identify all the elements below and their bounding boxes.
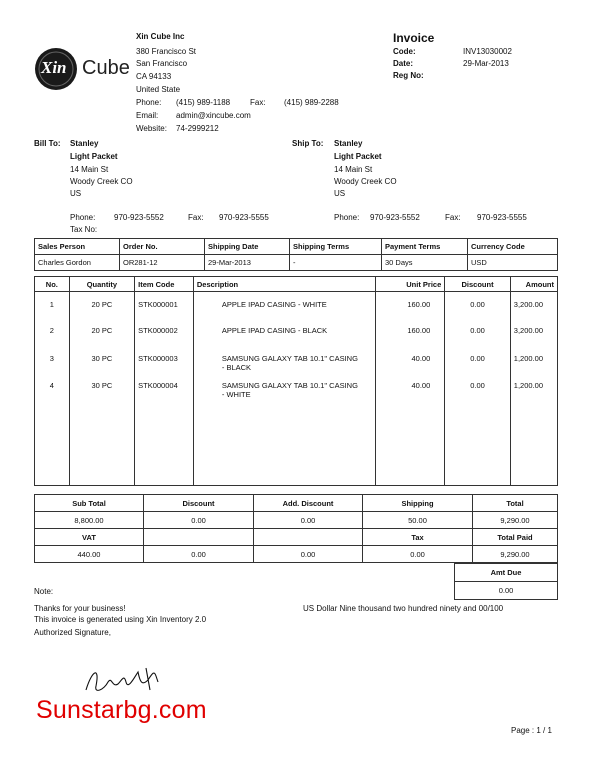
item-description: APPLE IPAD CASING - WHITE xyxy=(193,292,375,320)
ship-to-addr1: 14 Main St xyxy=(334,165,373,174)
item-description: APPLE IPAD CASING - BLACK xyxy=(193,320,375,348)
sub-total-value: 8,800.00 xyxy=(35,512,144,529)
company-email-label: Email: xyxy=(136,111,159,120)
note-label: Note: xyxy=(34,587,54,596)
bill-to-name: Stanley xyxy=(70,139,99,148)
col-description-header: Description xyxy=(193,277,375,292)
bill-to-label: Bill To: xyxy=(34,139,61,148)
totals-table xyxy=(34,494,558,563)
thanks-text: Thanks for your business! xyxy=(34,604,126,613)
ship-to-addr2: Woody Creek CO xyxy=(334,177,397,186)
amount-in-words: US Dollar Nine thousand two hundred ninety and 00/100 xyxy=(303,604,504,613)
bill-to-addr1: 14 Main St xyxy=(70,165,109,174)
company-website: 74-2999212 xyxy=(176,124,219,133)
company-addr1: 380 Francisco St xyxy=(136,47,197,56)
invoice-title: Invoice xyxy=(393,31,435,45)
tax-value: 0.00 xyxy=(363,546,473,563)
company-phone: (415) 989-1188 xyxy=(176,98,231,107)
add-discount-header: Add. Discount xyxy=(254,495,363,512)
totals-header-row-2 xyxy=(35,529,558,546)
vat-value: 440.00 xyxy=(35,546,144,563)
table-row xyxy=(35,377,558,486)
item-quantity: 30 PC xyxy=(69,377,134,486)
item-discount: 0.00 xyxy=(445,292,511,320)
bill-to-tax-label: Tax No: xyxy=(70,225,98,234)
item-code: STK000004 xyxy=(135,377,194,486)
ship-to-fax-label: Fax: xyxy=(445,213,461,222)
item-amount: 3,200.00 xyxy=(510,292,557,320)
sales-info-table xyxy=(34,238,558,271)
amt-due-value: 0.00 xyxy=(455,582,558,600)
sub-total-header: Sub Total xyxy=(35,495,144,512)
item-code: STK000002 xyxy=(135,320,194,348)
order-no-header: Order No. xyxy=(120,239,205,255)
signature-icon xyxy=(82,660,172,700)
company-addr2: San Francisco xyxy=(136,59,188,68)
col-quantity-header: Quantity xyxy=(69,277,134,292)
ship-to-phone-label: Phone: xyxy=(334,213,360,222)
sales-value-row xyxy=(35,255,558,271)
item-amount: 1,200.00 xyxy=(510,348,557,377)
ship-to-fax: 970-923-5555 xyxy=(477,213,527,222)
shipping-terms-header: Shipping Terms xyxy=(290,239,382,255)
col-no-header: No. xyxy=(35,277,70,292)
total-header: Total xyxy=(473,495,558,512)
totals-value-row-1 xyxy=(35,512,558,529)
shipping-terms-value: - xyxy=(290,255,382,271)
item-description: SAMSUNG GALAXY TAB 10.1" CASING - WHITE xyxy=(193,377,375,486)
col-unit-price-header: Unit Price xyxy=(375,277,444,292)
shipping-date-value: 29-Mar-2013 xyxy=(205,255,290,271)
company-addr4: United State xyxy=(136,85,181,94)
payment-terms-header: Payment Terms xyxy=(382,239,468,255)
item-unit-price: 40.00 xyxy=(375,348,444,377)
discount-header: Discount xyxy=(144,495,254,512)
company-logo xyxy=(34,44,130,94)
company-addr3: CA 94133 xyxy=(136,72,172,81)
items-header-row xyxy=(35,277,558,292)
item-description: SAMSUNG GALAXY TAB 10.1" CASING - BLACK xyxy=(193,348,375,377)
item-discount: 0.00 xyxy=(445,377,511,486)
col-amount-header: Amount xyxy=(510,277,557,292)
ship-to-label: Ship To: xyxy=(292,139,324,148)
blank-header-2 xyxy=(254,529,363,546)
shipping-header: Shipping xyxy=(363,495,473,512)
bill-to-addr3: US xyxy=(70,189,82,198)
item-quantity: 20 PC xyxy=(69,292,134,320)
watermark: Sunstarbg.com xyxy=(36,696,207,724)
col-discount-header: Discount xyxy=(445,277,511,292)
add-discount-value: 0.00 xyxy=(254,512,363,529)
totals-header-row-1 xyxy=(35,495,558,512)
table-row xyxy=(35,292,558,320)
bill-to-fax: 970-923-5555 xyxy=(219,213,269,222)
shipping-value: 50.00 xyxy=(363,512,473,529)
logo-mark-text: Xin xyxy=(41,58,67,77)
invoice-code: INV13030002 xyxy=(463,47,512,56)
totals-value-row-2 xyxy=(35,546,558,563)
table-row xyxy=(35,348,558,377)
item-discount: 0.00 xyxy=(445,320,511,348)
item-code: STK000001 xyxy=(135,292,194,320)
amount-due-table xyxy=(454,563,558,600)
page-number: Page : 1 / 1 xyxy=(511,726,552,735)
item-amount: 3,200.00 xyxy=(510,320,557,348)
signature-label: Authorized Signature, xyxy=(34,628,111,637)
item-unit-price: 40.00 xyxy=(375,377,444,486)
currency-code-header: Currency Code xyxy=(468,239,558,255)
bill-to-addr2: Woody Creek CO xyxy=(70,177,133,186)
bill-to-phone-label: Phone: xyxy=(70,213,96,222)
payment-terms-value: 30 Days xyxy=(382,255,468,271)
invoice-code-label: Code: xyxy=(393,47,416,56)
item-no: 3 xyxy=(35,348,70,377)
add-discount-value-2: 0.00 xyxy=(254,546,363,563)
bill-to-phone: 970-923-5552 xyxy=(114,213,164,222)
invoice-date-label: Date: xyxy=(393,59,414,68)
item-quantity: 30 PC xyxy=(69,348,134,377)
generated-text: This invoice is generated using Xin Inventory 2.0 xyxy=(34,615,207,624)
item-code: STK000003 xyxy=(135,348,194,377)
item-no: 1 xyxy=(35,292,70,320)
table-row xyxy=(35,320,558,348)
company-fax-label: Fax: xyxy=(250,98,266,107)
ship-to-phone: 970-923-5552 xyxy=(370,213,420,222)
item-unit-price: 160.00 xyxy=(375,320,444,348)
logo-text: Cube xyxy=(82,57,130,79)
item-quantity: 20 PC xyxy=(69,320,134,348)
company-email: admin@xincube.com xyxy=(176,111,251,120)
total-paid-value: 9,290.00 xyxy=(473,546,558,563)
invoice-date: 29-Mar-2013 xyxy=(463,59,509,68)
company-fax: (415) 989-2288 xyxy=(284,98,339,107)
item-no: 4 xyxy=(35,377,70,486)
bill-to-fax-label: Fax: xyxy=(188,213,204,222)
order-no-value: OR281-12 xyxy=(120,255,205,271)
bill-to-company: Light Packet xyxy=(70,152,118,161)
sales-person-value: Charles Gordon xyxy=(35,255,120,271)
item-unit-price: 160.00 xyxy=(375,292,444,320)
sales-header-row xyxy=(35,239,558,255)
currency-code-value: USD xyxy=(468,255,558,271)
shipping-date-header: Shipping Date xyxy=(205,239,290,255)
total-value: 9,290.00 xyxy=(473,512,558,529)
company-name: Xin Cube Inc xyxy=(136,32,185,41)
discount-value-2: 0.00 xyxy=(144,546,254,563)
ship-to-name: Stanley xyxy=(334,139,363,148)
sales-person-header: Sales Person xyxy=(35,239,120,255)
items-table xyxy=(34,276,558,486)
ship-to-addr3: US xyxy=(334,189,346,198)
item-amount: 1,200.00 xyxy=(510,377,557,486)
invoice-reg-label: Reg No: xyxy=(393,71,424,80)
company-phone-label: Phone: xyxy=(136,98,162,107)
col-item-code-header: Item Code xyxy=(135,277,194,292)
item-discount: 0.00 xyxy=(445,348,511,377)
tax-header: Tax xyxy=(363,529,473,546)
ship-to-company: Light Packet xyxy=(334,152,382,161)
company-website-label: Website: xyxy=(136,124,167,133)
vat-header: VAT xyxy=(35,529,144,546)
item-no: 2 xyxy=(35,320,70,348)
blank-header-1 xyxy=(144,529,254,546)
amt-due-label: Amt Due xyxy=(455,564,558,582)
total-paid-header: Total Paid xyxy=(473,529,558,546)
discount-value: 0.00 xyxy=(144,512,254,529)
